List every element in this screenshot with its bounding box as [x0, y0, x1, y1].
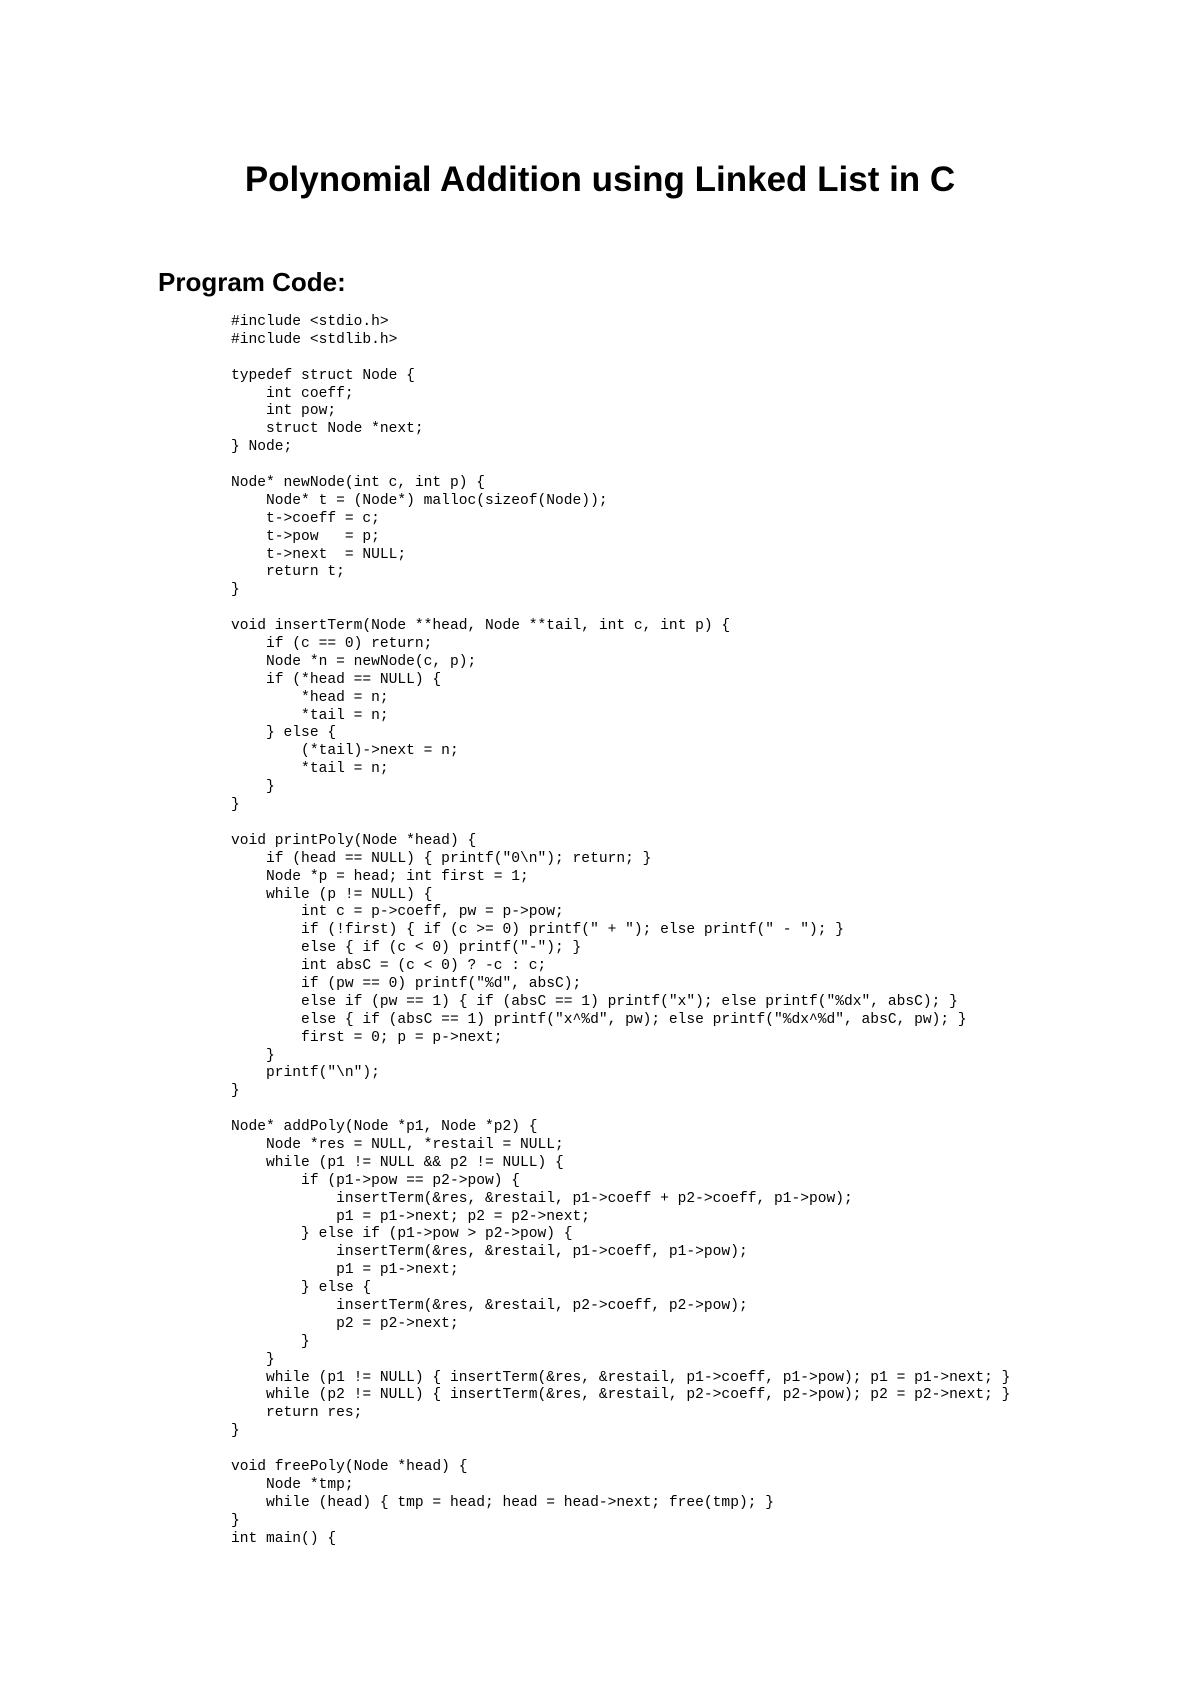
code-line: int main() {	[231, 1530, 337, 1547]
code-line: void freePoly(Node *head) {	[231, 1459, 468, 1475]
code-line: if (p1->pow == p2->pow) {	[231, 1172, 521, 1189]
code-line: int coeff;	[231, 385, 354, 402]
code-line: t->next = NULL;	[231, 546, 407, 563]
code-line: Node *p = head; int first = 1;	[231, 868, 529, 885]
code-line: if (pw == 0) printf("%d", absC);	[231, 975, 582, 992]
code-line: *tail = n;	[231, 707, 389, 724]
code-line: int absC = (c < 0) ? -c : c;	[231, 958, 547, 975]
code-line	[231, 1441, 1010, 1459]
code-line: Node *n = newNode(c, p);	[231, 653, 477, 670]
code-line: return t;	[231, 564, 345, 581]
document-title: Polynomial Addition using Linked List in C	[244, 160, 956, 199]
code-listing	[231, 314, 1010, 1548]
section-heading-program-code: Program Code:	[158, 267, 346, 297]
code-line: } else if (p1->pow > p2->pow) {	[231, 1226, 573, 1243]
code-line: t->pow = p;	[231, 528, 380, 545]
code-line: *head = n;	[231, 689, 389, 706]
code-line: if (head == NULL) { printf("0\n"); return; }	[231, 850, 652, 867]
code-line: }	[231, 1047, 275, 1064]
code-line: while (p != NULL) {	[231, 886, 433, 903]
code-line: }	[231, 779, 275, 796]
code-line: return res;	[231, 1405, 363, 1422]
code-line: else { if (c < 0) printf("-"); }	[231, 940, 582, 957]
code-line: #include <stdlib.h>	[231, 331, 398, 348]
code-line: while (p1 != NULL) { insertTerm(&res, &restail, p1->coeff, p1->pow); p1 = p1->next; }	[231, 1369, 1011, 1386]
code-line	[231, 350, 1010, 368]
code-line: p1 = p1->next; p2 = p2->next;	[231, 1208, 591, 1225]
code-line: insertTerm(&res, &restail, p2->coeff, p2->pow);	[231, 1297, 748, 1314]
code-line: printf("\n");	[231, 1065, 380, 1082]
code-line: Node *tmp;	[231, 1476, 354, 1493]
code-line: Node* addPoly(Node *p1, Node *p2) {	[231, 1119, 538, 1136]
code-line: }	[231, 1512, 240, 1529]
code-line: } else {	[231, 725, 337, 742]
code-line: p1 = p1->next;	[231, 1262, 459, 1279]
code-line: while (p1 != NULL && p2 != NULL) {	[231, 1154, 564, 1171]
code-line: Node* newNode(int c, int p) {	[231, 475, 485, 492]
code-line: else if (pw == 1) { if (absC == 1) printf("x"); else printf("%dx", absC); }	[231, 993, 958, 1010]
code-line: p2 = p2->next;	[231, 1315, 459, 1332]
code-line: insertTerm(&res, &restail, p1->coeff, p1->pow);	[231, 1244, 748, 1261]
code-line: Node *res = NULL, *restail = NULL;	[231, 1136, 564, 1153]
code-line: void insertTerm(Node **head, Node **tail, int c, int p) {	[231, 618, 731, 635]
code-line: }	[231, 582, 240, 599]
code-line: Node* t = (Node*) malloc(sizeof(Node));	[231, 492, 608, 509]
code-line: typedef struct Node {	[231, 367, 415, 384]
code-line: }	[231, 1423, 240, 1440]
code-line: if (c == 0) return;	[231, 636, 433, 653]
code-line	[231, 1101, 1010, 1119]
code-line: (*tail)->next = n;	[231, 743, 459, 760]
code-line: *tail = n;	[231, 761, 389, 778]
code-line	[231, 457, 1010, 475]
code-line: while (head) { tmp = head; head = head->next; free(tmp); }	[231, 1494, 774, 1511]
code-line: }	[231, 797, 240, 814]
code-line: #include <stdio.h>	[231, 314, 389, 330]
code-line: }	[231, 1083, 240, 1100]
code-line: t->coeff = c;	[231, 510, 380, 527]
code-line: if (!first) { if (c >= 0) printf(" + "); else printf(" - "); }	[231, 922, 845, 939]
code-line: struct Node *next;	[231, 421, 424, 438]
code-line: while (p2 != NULL) { insertTerm(&res, &restail, p2->coeff, p2->pow); p2 = p2->next; }	[231, 1387, 1011, 1404]
code-line: int c = p->coeff, pw = p->pow;	[231, 904, 564, 921]
code-line: } else {	[231, 1280, 372, 1297]
code-line	[231, 600, 1010, 618]
code-line: void printPoly(Node *head) {	[231, 832, 477, 849]
code-line: else { if (absC == 1) printf("x^%d", pw); else printf("%dx^%d", absC, pw); }	[231, 1011, 967, 1028]
code-line: int pow;	[231, 403, 337, 420]
code-line: }	[231, 1333, 310, 1350]
code-line: first = 0; p = p->next;	[231, 1029, 503, 1046]
code-line	[231, 815, 1010, 833]
code-line: } Node;	[231, 439, 293, 456]
code-line: if (*head == NULL) {	[231, 671, 442, 688]
code-line: }	[231, 1351, 275, 1368]
code-line: insertTerm(&res, &restail, p1->coeff + p2->coeff, p1->pow);	[231, 1190, 853, 1207]
